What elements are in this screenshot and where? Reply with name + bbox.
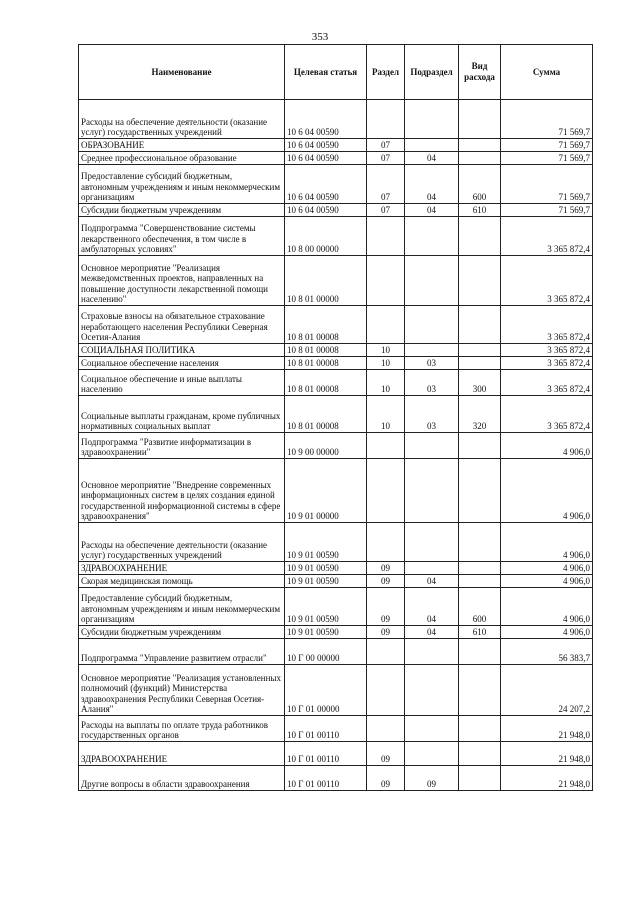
row-subsection — [405, 716, 459, 742]
row-target: 10 9 01 00590 — [285, 562, 367, 575]
row-name: Социальное обеспечение и иные выплаты населению — [79, 370, 285, 396]
row-sum: 24 207,2 — [501, 665, 593, 716]
row-subsection: 03 — [405, 370, 459, 396]
row-type — [459, 344, 501, 357]
row-target: 10 6 04 00590 — [285, 152, 367, 165]
row-subsection: 04 — [405, 575, 459, 588]
row-name: Субсидии бюджетным учреждениям — [79, 626, 285, 639]
row-sum: 71 569,7 — [501, 100, 593, 139]
row-target: 10 Г 00 00000 — [285, 639, 367, 665]
row-name: Подпрограмма "Управление развитием отрасли" — [79, 639, 285, 665]
row-sum: 4 906,0 — [501, 575, 593, 588]
row-subsection — [405, 742, 459, 766]
row-target: 10 6 04 00590 — [285, 139, 367, 152]
row-target: 10 8 01 00008 — [285, 370, 367, 396]
row-subsection — [405, 459, 459, 523]
table-row — [79, 344, 593, 357]
row-type — [459, 306, 501, 344]
row-section: 10 — [367, 370, 405, 396]
row-sum: 21 948,0 — [501, 766, 593, 791]
row-sum: 56 383,7 — [501, 639, 593, 665]
row-name: СОЦИАЛЬНАЯ ПОЛИТИКА — [79, 344, 285, 357]
row-type: 300 — [459, 370, 501, 396]
row-sum: 71 569,7 — [501, 165, 593, 204]
row-name: Расходы на обеспечение деятельности (оказание услуг) государственных учреждений — [79, 100, 285, 139]
row-sum: 3 365 872,4 — [501, 217, 593, 256]
row-sum: 21 948,0 — [501, 716, 593, 742]
row-subsection: 04 — [405, 152, 459, 165]
row-name: ЗДРАВООХРАНЕНИЕ — [79, 562, 285, 575]
row-name: Скорая медицинская помощь — [79, 575, 285, 588]
row-subsection: 04 — [405, 588, 459, 626]
row-section — [367, 639, 405, 665]
row-subsection — [405, 562, 459, 575]
row-name: Предоставление субсидий бюджетным, автономным учреждениям и иным некоммерческим организациям — [79, 588, 285, 626]
row-type — [459, 742, 501, 766]
row-sum: 4 906,0 — [501, 459, 593, 523]
row-sum: 4 906,0 — [501, 626, 593, 639]
row-section: 07 — [367, 165, 405, 204]
row-subsection — [405, 256, 459, 306]
table-row — [79, 306, 593, 344]
row-name: Подпрограмма "Совершенствование системы лекарственного обеспечения, в том числе в амбулаторных условиях" — [79, 217, 285, 256]
row-type — [459, 152, 501, 165]
row-section: 09 — [367, 575, 405, 588]
row-sum: 3 365 872,4 — [501, 344, 593, 357]
row-target: 10 6 04 00590 — [285, 204, 367, 217]
row-sum: 3 365 872,4 — [501, 396, 593, 433]
table-row — [79, 139, 593, 152]
row-subsection: 04 — [405, 165, 459, 204]
row-name: Расходы на обеспечение деятельности (оказание услуг) государственных учреждений — [79, 523, 285, 562]
row-name: Основное мероприятие "Внедрение современных информационных систем в целях создания единой государственной информационной системы в сфере здравоохранения" — [79, 459, 285, 523]
page-number: 353 — [311, 31, 329, 43]
table-row — [79, 217, 593, 256]
row-subsection: 03 — [405, 396, 459, 433]
row-section: 09 — [367, 588, 405, 626]
table-row — [79, 523, 593, 562]
table-row — [79, 370, 593, 396]
header-name: Наименование — [79, 45, 285, 100]
table-row — [79, 766, 593, 791]
row-subsection: 09 — [405, 766, 459, 791]
row-section — [367, 100, 405, 139]
row-name: Социальное обеспечение населения — [79, 357, 285, 370]
row-sum: 4 906,0 — [501, 562, 593, 575]
row-name: ЗДРАВООХРАНЕНИЕ — [79, 742, 285, 766]
row-type — [459, 139, 501, 152]
row-target: 10 9 01 00590 — [285, 523, 367, 562]
row-section — [367, 459, 405, 523]
row-name: Субсидии бюджетным учреждениям — [79, 204, 285, 217]
row-type — [459, 766, 501, 791]
row-type — [459, 523, 501, 562]
row-target: 10 9 00 00000 — [285, 433, 367, 459]
header-section: Раздел — [367, 45, 405, 100]
row-sum: 4 906,0 — [501, 523, 593, 562]
table-header — [79, 45, 593, 100]
row-subsection: 04 — [405, 626, 459, 639]
row-section: 10 — [367, 357, 405, 370]
table-row — [79, 742, 593, 766]
row-section: 09 — [367, 562, 405, 575]
row-type — [459, 562, 501, 575]
row-section — [367, 256, 405, 306]
table-row — [79, 575, 593, 588]
row-target: 10 Г 01 00110 — [285, 766, 367, 791]
row-subsection — [405, 100, 459, 139]
row-subsection — [405, 306, 459, 344]
row-section — [367, 217, 405, 256]
row-sum: 71 569,7 — [501, 152, 593, 165]
table-row — [79, 562, 593, 575]
table-row — [79, 100, 593, 139]
table-row — [79, 357, 593, 370]
row-sum: 3 365 872,4 — [501, 306, 593, 344]
row-name: Основное мероприятие "Реализация межведомственных проектов, направленных на повышение доступности лекарственной помощи населению" — [79, 256, 285, 306]
row-target: 10 6 04 00590 — [285, 100, 367, 139]
row-section — [367, 433, 405, 459]
row-sum: 71 569,7 — [501, 204, 593, 217]
row-type: 610 — [459, 626, 501, 639]
row-section: 07 — [367, 152, 405, 165]
row-name: Подпрограмма "Развитие информатизации в здравоохранении" — [79, 433, 285, 459]
row-section: 10 — [367, 344, 405, 357]
row-type: 610 — [459, 204, 501, 217]
row-target: 10 9 01 00590 — [285, 575, 367, 588]
row-section: 09 — [367, 766, 405, 791]
row-subsection — [405, 217, 459, 256]
row-section — [367, 716, 405, 742]
row-name: Другие вопросы в области здравоохранения — [79, 766, 285, 791]
row-name: Расходы на выплаты по оплате труда работников государственных органов — [79, 716, 285, 742]
table-row — [79, 639, 593, 665]
header-expense-type: Вид расхода — [459, 45, 501, 100]
row-target: 10 Г 01 00110 — [285, 742, 367, 766]
row-target: 10 9 01 00590 — [285, 626, 367, 639]
table-row — [79, 665, 593, 716]
row-target: 10 8 01 00008 — [285, 357, 367, 370]
row-type — [459, 665, 501, 716]
row-type — [459, 217, 501, 256]
row-target: 10 6 04 00590 — [285, 165, 367, 204]
row-type — [459, 357, 501, 370]
row-subsection — [405, 433, 459, 459]
row-target: 10 8 01 00008 — [285, 306, 367, 344]
row-type — [459, 459, 501, 523]
table-row — [79, 396, 593, 433]
row-sum: 71 569,7 — [501, 139, 593, 152]
row-sum: 3 365 872,4 — [501, 370, 593, 396]
row-target: 10 9 01 00000 — [285, 459, 367, 523]
row-name: Страховые взносы на обязательное страхование неработающего населения Республики Северная Осетия-Алания — [79, 306, 285, 344]
row-subsection — [405, 523, 459, 562]
row-sum: 3 365 872,4 — [501, 357, 593, 370]
row-type — [459, 256, 501, 306]
row-sum: 21 948,0 — [501, 742, 593, 766]
row-subsection — [405, 344, 459, 357]
row-type — [459, 433, 501, 459]
row-type — [459, 575, 501, 588]
row-name: Основное мероприятие "Реализация установленных полномочий (функций) Министерства здравоохранения Республики Северная Осетия-Алания" — [79, 665, 285, 716]
row-name: Среднее профессиональное образование — [79, 152, 285, 165]
row-target: 10 Г 01 00000 — [285, 665, 367, 716]
row-section — [367, 306, 405, 344]
row-type — [459, 639, 501, 665]
row-section: 07 — [367, 204, 405, 217]
row-subsection — [405, 639, 459, 665]
table-row — [79, 588, 593, 626]
table-row — [79, 716, 593, 742]
row-type: 600 — [459, 588, 501, 626]
row-subsection — [405, 665, 459, 716]
header-sum: Сумма — [501, 45, 593, 100]
table-row — [79, 256, 593, 306]
row-type — [459, 100, 501, 139]
row-section — [367, 665, 405, 716]
row-section: 09 — [367, 742, 405, 766]
row-sum: 4 906,0 — [501, 433, 593, 459]
table-row — [79, 433, 593, 459]
row-name: ОБРАЗОВАНИЕ — [79, 139, 285, 152]
row-name: Социальные выплаты гражданам, кроме публичных нормативных социальных выплат — [79, 396, 285, 433]
row-target: 10 Г 01 00110 — [285, 716, 367, 742]
row-section: 09 — [367, 626, 405, 639]
header-subsection: Подраздел — [405, 45, 459, 100]
table-row — [79, 152, 593, 165]
row-name: Предоставление субсидий бюджетным, автономным учреждениям и иным некоммерческим организациям — [79, 165, 285, 204]
row-sum: 4 906,0 — [501, 588, 593, 626]
row-type: 600 — [459, 165, 501, 204]
table-row — [79, 165, 593, 204]
row-type: 320 — [459, 396, 501, 433]
budget-table — [78, 44, 593, 791]
row-sum: 3 365 872,4 — [501, 256, 593, 306]
row-target: 10 8 01 00008 — [285, 344, 367, 357]
header-target: Целевая статья — [285, 45, 367, 100]
row-section — [367, 523, 405, 562]
row-target: 10 8 00 00000 — [285, 217, 367, 256]
row-type — [459, 716, 501, 742]
row-section: 10 — [367, 396, 405, 433]
row-target: 10 8 01 00000 — [285, 256, 367, 306]
table-row — [79, 204, 593, 217]
row-subsection: 04 — [405, 204, 459, 217]
row-subsection — [405, 139, 459, 152]
table-row — [79, 459, 593, 523]
table-body — [79, 100, 593, 791]
table-row — [79, 626, 593, 639]
row-target: 10 9 01 00590 — [285, 588, 367, 626]
row-target: 10 8 01 00008 — [285, 396, 367, 433]
row-section: 07 — [367, 139, 405, 152]
row-subsection: 03 — [405, 357, 459, 370]
